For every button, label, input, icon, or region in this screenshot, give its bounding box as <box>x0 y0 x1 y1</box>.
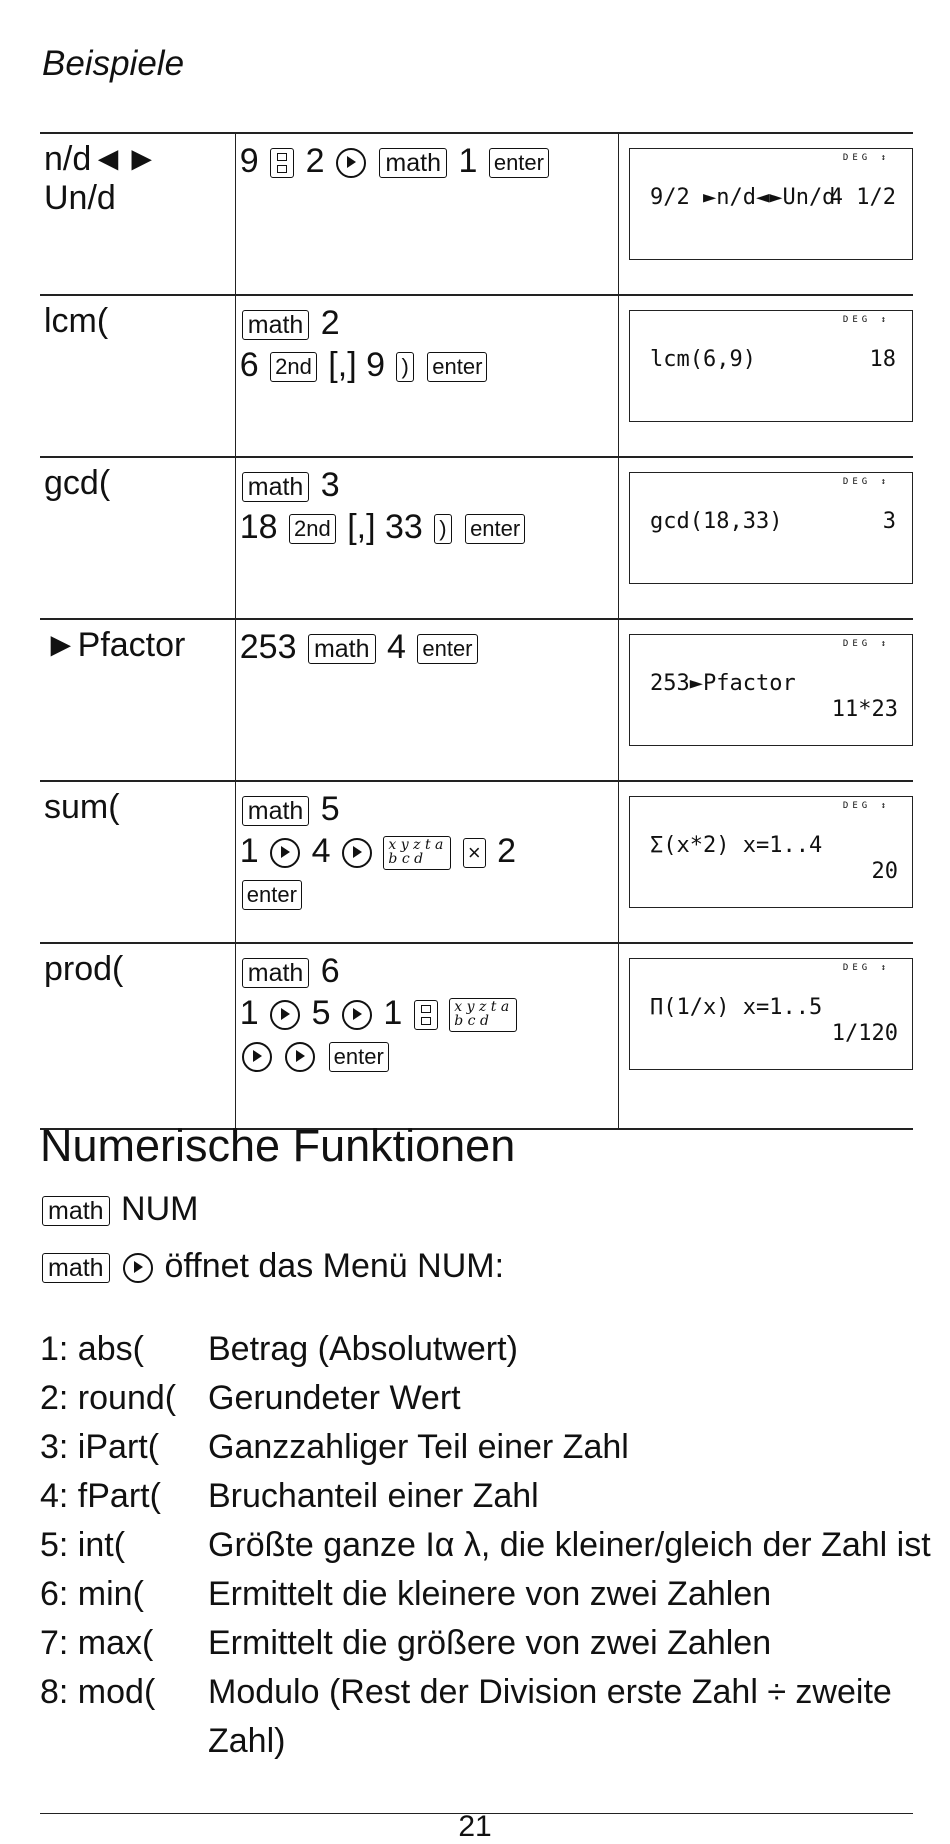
table-row <box>40 943 913 1129</box>
key-digit: 9 <box>239 142 259 180</box>
fraction-key-icon <box>414 1000 438 1030</box>
examples-table <box>40 132 913 1130</box>
calculator-screen <box>629 796 913 908</box>
mode-indicator: DEG ↕ <box>842 477 890 487</box>
key-digit: 253 <box>239 628 297 666</box>
comma-key: [,] <box>328 346 357 384</box>
list-item <box>40 1521 950 1570</box>
menu-line-num <box>40 1190 198 1229</box>
right-arrow-key-icon <box>242 1042 272 1072</box>
table-row <box>40 619 913 781</box>
screen-entry: Σ(x*2) x=1..4 <box>650 833 823 858</box>
key-digit: 1 <box>239 832 259 870</box>
key-digit: 33 <box>385 508 423 546</box>
screen-entry: gcd(18,33) <box>650 509 783 534</box>
right-arrow-key-icon <box>270 838 300 868</box>
function-name: prod( <box>40 943 235 1129</box>
function-name: sum( <box>40 781 235 943</box>
mode-indicator: DEG ↕ <box>842 639 890 649</box>
key-digit: 1 <box>383 994 403 1032</box>
screen-cell <box>619 781 914 943</box>
screen-result: 20 <box>871 859 898 884</box>
item-label: 4: fPart( <box>40 1477 161 1515</box>
screen-result: 4 1/2 <box>829 185 896 210</box>
key-digit: 4 <box>386 628 406 666</box>
variable-key: x y z t a b c d <box>449 998 517 1032</box>
table-row <box>40 781 913 943</box>
list-item <box>40 1472 950 1521</box>
screen-result: 3 <box>882 509 896 534</box>
mode-indicator: DEG ↕ <box>842 963 890 973</box>
enter-key: enter <box>417 634 477 664</box>
table-row <box>40 133 913 295</box>
screen-cell <box>619 457 914 619</box>
key-digit: 5 <box>311 994 331 1032</box>
key-digit: 9 <box>366 346 386 384</box>
table-row <box>40 457 913 619</box>
list-item <box>40 1619 950 1668</box>
math-key: math <box>242 472 310 502</box>
key-sequence <box>235 295 618 457</box>
second-key: 2nd <box>270 352 317 382</box>
right-arrow-key-icon <box>270 1000 300 1030</box>
math-key: math <box>242 796 310 826</box>
key-sequence <box>235 619 618 781</box>
key-sequence <box>235 457 618 619</box>
mode-indicator: DEG ↕ <box>842 801 890 811</box>
comma-key: [,] <box>347 508 376 546</box>
screen-cell <box>619 133 914 295</box>
rparen-key: ) <box>434 514 451 544</box>
screen-entry: lcm(6,9) <box>650 347 756 372</box>
right-arrow-key-icon <box>342 838 372 868</box>
item-label: 1: abs( <box>40 1330 144 1368</box>
item-description: Ermittelt die kleinere von zwei Zahlen <box>208 1575 772 1613</box>
item-label: 3: iPart( <box>40 1428 160 1466</box>
key-digit: 6 <box>239 346 259 384</box>
key-digit: 18 <box>239 508 278 546</box>
times-key: × <box>463 838 486 868</box>
enter-key: enter <box>329 1042 389 1072</box>
key-digit: 6 <box>320 952 340 990</box>
calculator-screen <box>629 310 913 422</box>
fraction-key-icon <box>270 148 294 178</box>
item-label: 6: min( <box>40 1575 144 1613</box>
key-digit: 2 <box>320 304 340 342</box>
math-key: math <box>42 1253 110 1283</box>
right-arrow-key-icon <box>285 1042 315 1072</box>
open-menu-text: öffnet das Menü NUM: <box>164 1247 505 1285</box>
math-key: math <box>42 1196 110 1226</box>
item-label: 8: mod( <box>40 1673 156 1711</box>
item-description: Modulo (Rest der Division erste Zahl ÷ zweite Zahl) <box>208 1673 892 1760</box>
key-digit: 3 <box>320 466 340 504</box>
mode-indicator: DEG ↕ <box>842 315 890 325</box>
screen-entry: 9/2 ►n/d◄►Un/d <box>650 185 836 210</box>
second-key: 2nd <box>289 514 336 544</box>
right-arrow-key-icon <box>336 148 366 178</box>
screen-result: 18 <box>869 347 896 372</box>
item-description: Größte ganze Iα λ, die kleiner/gleich der Zahl ist <box>208 1526 931 1564</box>
key-sequence <box>235 781 618 943</box>
item-description: Bruchanteil einer Zahl <box>208 1477 539 1515</box>
mode-indicator: DEG ↕ <box>842 153 890 163</box>
item-label: 2: round( <box>40 1379 177 1417</box>
key-digit: 4 <box>311 832 331 870</box>
math-key: math <box>242 958 310 988</box>
list-item <box>40 1668 950 1766</box>
enter-key: enter <box>465 514 525 544</box>
math-key: math <box>308 634 376 664</box>
item-description: Ganzzahliger Teil einer Zahl <box>208 1428 629 1466</box>
item-label: 5: int( <box>40 1526 126 1564</box>
calculator-screen <box>629 634 913 746</box>
list-item <box>40 1570 950 1619</box>
math-key: math <box>379 148 447 178</box>
screen-entry: 253►Pfactor <box>650 671 796 696</box>
item-description: Gerundeter Wert <box>208 1379 461 1417</box>
key-sequence <box>235 943 618 1129</box>
key-sequence <box>235 133 618 295</box>
function-name: ►Pfactor <box>40 619 235 781</box>
list-item <box>40 1423 950 1472</box>
menu-line-open <box>40 1247 504 1286</box>
enter-key: enter <box>242 880 302 910</box>
list-item <box>40 1374 950 1423</box>
right-arrow-key-icon <box>123 1253 153 1283</box>
rparen-key: ) <box>396 352 413 382</box>
screen-result: 1/120 <box>831 1021 898 1046</box>
page-number: 21 <box>458 1810 492 1843</box>
math-key: math <box>242 310 310 340</box>
function-name: n/d◄► Un/d <box>40 133 235 295</box>
function-name: gcd( <box>40 457 235 619</box>
key-digit: 2 <box>305 142 325 180</box>
screen-cell <box>619 943 914 1129</box>
calculator-screen <box>629 958 913 1070</box>
key-digit: 1 <box>239 994 259 1032</box>
key-digit: 5 <box>320 790 340 828</box>
item-label: 7: max( <box>40 1624 154 1662</box>
variable-key: x y z t a b c d <box>383 836 451 870</box>
section-title: Numerische Funktionen <box>40 1120 516 1171</box>
item-description: Ermittelt die größere von zwei Zahlen <box>208 1624 772 1662</box>
calculator-screen <box>629 472 913 584</box>
table-row <box>40 295 913 457</box>
num-label: NUM <box>121 1190 199 1228</box>
calculator-screen <box>629 148 913 260</box>
list-item <box>40 1325 950 1374</box>
screen-entry: Π(1/x) x=1..5 <box>650 995 823 1020</box>
key-digit: 2 <box>497 832 517 870</box>
right-arrow-key-icon <box>342 1000 372 1030</box>
function-name: lcm( <box>40 295 235 457</box>
screen-cell <box>619 295 914 457</box>
enter-key: enter <box>427 352 487 382</box>
enter-key: enter <box>489 148 549 178</box>
section-header: Beispiele <box>42 44 185 83</box>
num-menu-list <box>40 1325 950 1766</box>
screen-result: 11*23 <box>831 697 898 722</box>
screen-cell <box>619 619 914 781</box>
key-digit: 1 <box>458 142 478 180</box>
item-description: Betrag (Absolutwert) <box>208 1330 518 1368</box>
